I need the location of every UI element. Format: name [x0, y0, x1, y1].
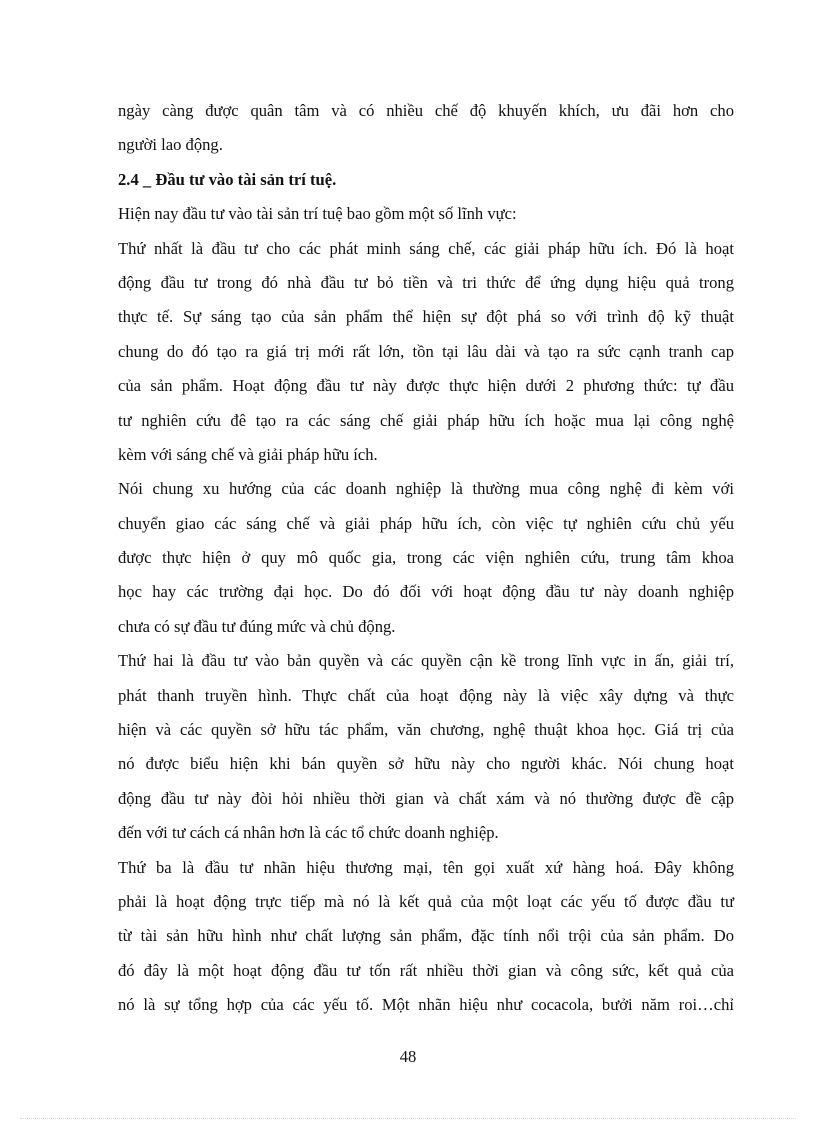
page-bottom-divider: [20, 1118, 796, 1119]
document-body: [118, 94, 734, 1023]
text-line: hiện và các quyền sở hữu tác phẩm, văn chương, nghệ thuật khoa học. Giá trị của: [118, 720, 734, 740]
text-line: Nói chung xu hướng của các doanh nghiệp là thường mua công nghệ đi kèm với: [118, 479, 734, 499]
text-line: tư nghiên cứu đê tạo ra các sáng chế giải pháp hữu ích hoặc mua lại công nghệ: [118, 410, 734, 430]
text-line: phải là hoạt động trực tiếp mà nó là kết quả của một loạt các yếu tố được đầu tư: [118, 891, 734, 911]
text-line: động đầu tư trong đó nhà đầu tư bỏ tiền và tri thức để ứng dụng hiệu quả trong: [118, 272, 734, 292]
text-line: nó được biểu hiện khi bán quyền sở hữu này cho người khác. Nói chung hoạt: [118, 754, 734, 774]
text-line: từ tài sản hữu hình như chất lượng sản phẩm, đặc tính nổi trội của sản phẩm. Do: [118, 926, 734, 946]
text-line: nó là sự tổng hợp của các yếu tố. Một nhãn hiệu như cocacola, bưởi năm roi…chỉ: [118, 995, 734, 1015]
text-line: thực tế. Sự sáng tạo của sản phẩm thể hiện sự đột phá so với trình độ kỹ thuật: [118, 307, 734, 327]
text-line: chung do đó tạo ra giá trị mới rất lớn, tồn tại lâu dài và tạo ra sức cạnh tranh cap: [118, 341, 734, 361]
text-line: của sản phẩm. Hoạt động đầu tư này được thực hiện dưới 2 phương thức: tự đầu: [118, 376, 734, 396]
text-line: phát thanh truyền hình. Thực chất của hoạt động này là việc xây dựng và thực: [118, 685, 734, 705]
text-line: người lao động.: [118, 135, 223, 155]
text-line: động đầu tư này đòi hỏi nhiều thời gian và chất xám và nó thường được đề cập: [118, 788, 734, 808]
text-line: ngày càng được quân tâm và có nhiều chế độ khuyến khích, ưu đãi hơn cho: [118, 101, 734, 120]
text-line: Thứ ba là đầu tư nhãn hiệu thương mại, tên gọi xuất xứ hàng hoá. Đây không: [118, 857, 734, 877]
text-line: được thực hiện ở quy mô quốc gia, trong các viện nghiên cứu, trung tâm khoa: [118, 548, 734, 568]
section-heading: 2.4 _ Đầu tư vào tài sản trí tuệ.: [118, 169, 337, 189]
text-line: đó đây là một hoạt động đầu tư tốn rất nhiều thời gian và công sức, kết quả của: [118, 960, 734, 980]
text-line: chưa có sự đầu tư đúng mức và chủ động.: [118, 616, 396, 636]
text-line: Thứ nhất là đầu tư cho các phát minh sáng chế, các giải pháp hữu ích. Đó là hoạt: [118, 238, 734, 258]
text-line: chuyển giao các sáng chế và giải pháp hữu ích, còn việc tự nghiên cứu chủ yếu: [118, 513, 734, 533]
text-line: Thứ hai là đầu tư vào bản quyền và các quyền cận kề trong lĩnh vực in ấn, giải trí,: [118, 651, 734, 671]
text-line: kèm với sáng chế và giải pháp hữu ích.: [118, 444, 378, 464]
text-line: đến với tư cách cá nhân hơn là các tổ chức doanh nghiệp.: [118, 823, 499, 843]
text-line: Hiện nay đầu tư vào tài sản trí tuệ bao gồm một số lĩnh vực:: [118, 204, 517, 224]
page-number: 48: [399, 1047, 417, 1066]
text-line: học hay các trường đại học. Do đó đối với hoạt động đầu tư này doanh nghiệp: [118, 582, 734, 602]
